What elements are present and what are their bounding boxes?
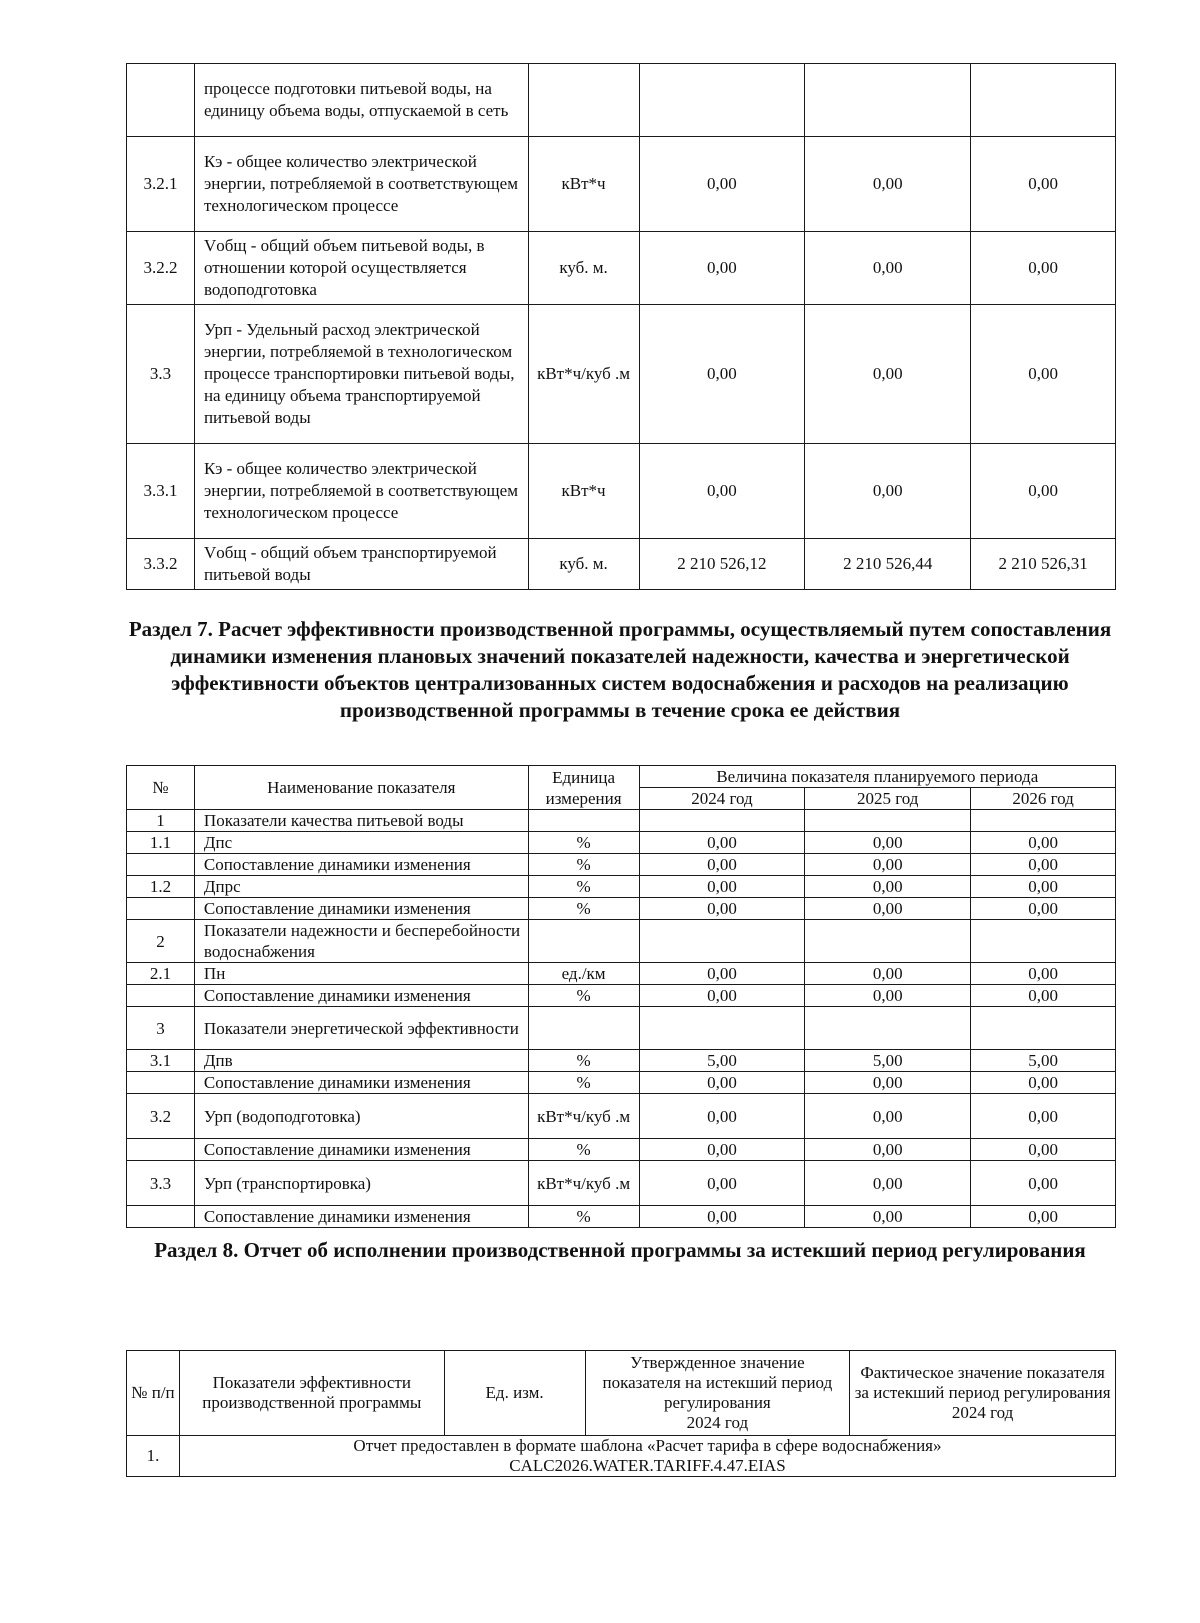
row-value-2026 — [971, 810, 1116, 832]
row-name: Сопоставление динамики изменения — [194, 898, 528, 920]
row-value-2025: 0,00 — [805, 444, 971, 539]
row-name: Показатели энергетической эффективности — [194, 1007, 528, 1050]
row-name: Сопоставление динамики изменения — [194, 985, 528, 1007]
row-value-2024: 0,00 — [639, 1206, 805, 1228]
table-row — [127, 1161, 1116, 1206]
row-unit: % — [528, 985, 639, 1007]
row-value-2026: 0,00 — [971, 854, 1116, 876]
table-row — [127, 854, 1116, 876]
row-value-2025: 0,00 — [805, 232, 971, 305]
row-num: 2.1 — [127, 963, 195, 985]
row-value-2026: 0,00 — [971, 137, 1116, 232]
row-value-2026: 0,00 — [971, 444, 1116, 539]
row-value-2024: 0,00 — [639, 305, 805, 444]
row-name: Дпв — [194, 1050, 528, 1072]
row-value-2025 — [805, 810, 971, 832]
row-value-2026: 0,00 — [971, 1139, 1116, 1161]
table-header-row — [127, 766, 1116, 788]
row-unit: % — [528, 1050, 639, 1072]
row-value-2025: 0,00 — [805, 876, 971, 898]
header-approved — [585, 1351, 850, 1436]
row-value-2024: 0,00 — [639, 898, 805, 920]
row-unit: куб. м. — [528, 539, 639, 590]
row-value-2024: 0,00 — [639, 985, 805, 1007]
row-value-2026: 0,00 — [971, 1072, 1116, 1094]
section-8-table — [126, 1350, 1116, 1477]
table-row — [127, 1007, 1116, 1050]
row-name: Показатели надежности и бесперебойности водоснабжения — [194, 920, 528, 963]
row-unit — [528, 1007, 639, 1050]
row-value-2024: 0,00 — [639, 444, 805, 539]
header-num: № п/п — [127, 1351, 180, 1436]
row-value-2025: 0,00 — [805, 963, 971, 985]
row-num: 3.2.1 — [127, 137, 195, 232]
row-name: Урп - Удельный расход электрической энергии, потребляемой в технологическом процессе транспортировки питьевой воды, на единицу объема транспортируемой питьевой воды — [194, 305, 528, 444]
section-8-heading: Раздел 8. Отчет об исполнении производственной программы за истекший период регулирования — [154, 1238, 1086, 1262]
table-row — [127, 64, 1116, 137]
row-unit: % — [528, 854, 639, 876]
row-num: 3.3.1 — [127, 444, 195, 539]
row-unit: % — [528, 898, 639, 920]
header-actual — [850, 1351, 1116, 1436]
row-name: Сопоставление динамики изменения — [194, 1206, 528, 1228]
row-value-2024 — [639, 1007, 805, 1050]
row-num: 1.2 — [127, 876, 195, 898]
table-row — [127, 832, 1116, 854]
header-unit: Ед. изм. — [444, 1351, 585, 1436]
row-num — [127, 1072, 195, 1094]
header-unit: Единица измерения — [528, 766, 639, 810]
row-value-2025: 0,00 — [805, 137, 971, 232]
header-year-2024: 2024 год — [639, 788, 805, 810]
table-row — [127, 1072, 1116, 1094]
row-value-2025: 0,00 — [805, 1161, 971, 1206]
row-unit: % — [528, 1139, 639, 1161]
row-name: Пн — [194, 963, 528, 985]
table-row — [127, 1436, 1116, 1477]
section-7-heading: Раздел 7. Расчет эффективности производственной программы, осуществляемый путем сопоставления динамики изменения плановых значений показателей надежности, качества и энергетической эффективности объектов централизованных систем водоснабжения и расходов на реализацию производственной программы в течение срока ее действия — [128, 617, 1112, 722]
header-approved-year: 2024 год — [686, 1413, 749, 1432]
row-num: 3.2.2 — [127, 232, 195, 305]
header-name: Наименование показателя — [194, 766, 528, 810]
row-value-2026 — [971, 64, 1116, 137]
row-value-2026: 0,00 — [971, 898, 1116, 920]
row-value-2025: 0,00 — [805, 1094, 971, 1139]
row-num — [127, 1139, 195, 1161]
row-num: 1.1 — [127, 832, 195, 854]
row-name: Урп (водоподготовка) — [194, 1094, 528, 1139]
row-value-2024: 0,00 — [639, 1072, 805, 1094]
row-num: 3.1 — [127, 1050, 195, 1072]
row-num: 2 — [127, 920, 195, 963]
header-num: № — [127, 766, 195, 810]
table-row — [127, 985, 1116, 1007]
row-value-2024: 0,00 — [639, 876, 805, 898]
header-actual-label: Фактическое значение показателя за истекший период регулирования — [854, 1363, 1111, 1402]
row-name: Дпс — [194, 832, 528, 854]
row-report-note — [179, 1436, 1115, 1477]
row-value-2024 — [639, 920, 805, 963]
row-value-2026 — [971, 920, 1116, 963]
row-value-2024: 0,00 — [639, 854, 805, 876]
row-num — [127, 985, 195, 1007]
row-unit: ед./км — [528, 963, 639, 985]
row-value-2026: 2 210 526,31 — [971, 539, 1116, 590]
row-value-2025 — [805, 64, 971, 137]
row-value-2024: 0,00 — [639, 232, 805, 305]
row-value-2025 — [805, 920, 971, 963]
table-row — [127, 305, 1116, 444]
table-row — [127, 963, 1116, 985]
row-value-2024: 0,00 — [639, 1161, 805, 1206]
row-unit: кВт*ч — [528, 137, 639, 232]
table-row — [127, 1139, 1116, 1161]
row-value-2026: 0,00 — [971, 1161, 1116, 1206]
row-value-2025 — [805, 1007, 971, 1050]
row-value-2024 — [639, 64, 805, 137]
row-value-2025: 0,00 — [805, 1139, 971, 1161]
row-value-2024: 0,00 — [639, 963, 805, 985]
row-name: Кэ - общее количество электрической энергии, потребляемой в соответствующем технологическом процессе — [194, 444, 528, 539]
row-value-2026: 0,00 — [971, 232, 1116, 305]
header-year-2026: 2026 год — [971, 788, 1116, 810]
header-name: Показатели эффективности производственной программы — [179, 1351, 444, 1436]
row-num — [127, 854, 195, 876]
row-value-2024: 0,00 — [639, 137, 805, 232]
row-value-2024: 0,00 — [639, 1094, 805, 1139]
row-value-2025: 5,00 — [805, 1050, 971, 1072]
table-row — [127, 1050, 1116, 1072]
row-value-2024: 0,00 — [639, 1139, 805, 1161]
row-num: 3.3.2 — [127, 539, 195, 590]
table-row — [127, 1206, 1116, 1228]
table-row — [127, 898, 1116, 920]
section-7-table — [126, 765, 1116, 1228]
row-value-2025: 0,00 — [805, 1072, 971, 1094]
row-value-2026: 0,00 — [971, 305, 1116, 444]
row-num: 3.3 — [127, 1161, 195, 1206]
row-num: 1 — [127, 810, 195, 832]
row-value-2026: 5,00 — [971, 1050, 1116, 1072]
row-value-2025: 0,00 — [805, 832, 971, 854]
report-template-code: CALC2026.WATER.TARIFF.4.47.EIAS — [509, 1456, 786, 1475]
row-num — [127, 1206, 195, 1228]
table-row — [127, 232, 1116, 305]
row-unit — [528, 920, 639, 963]
table-row — [127, 539, 1116, 590]
row-num: 3.2 — [127, 1094, 195, 1139]
row-unit: кВт*ч/куб .м — [528, 1161, 639, 1206]
row-num: 3 — [127, 1007, 195, 1050]
header-year-2025: 2025 год — [805, 788, 971, 810]
row-value-2026 — [971, 1007, 1116, 1050]
row-unit: % — [528, 1206, 639, 1228]
row-value-2025: 2 210 526,44 — [805, 539, 971, 590]
row-name: Vобщ - общий объем транспортируемой питьевой воды — [194, 539, 528, 590]
table-row — [127, 876, 1116, 898]
table-row — [127, 920, 1116, 963]
row-name: Vобщ - общий объем питьевой воды, в отношении которой осуществляется водоподготовка — [194, 232, 528, 305]
row-value-2026: 0,00 — [971, 876, 1116, 898]
row-unit: % — [528, 1072, 639, 1094]
row-value-2026: 0,00 — [971, 985, 1116, 1007]
row-num — [127, 64, 195, 137]
row-unit — [528, 810, 639, 832]
table-row — [127, 810, 1116, 832]
indicators-table-continued — [126, 63, 1116, 590]
table-row — [127, 1094, 1116, 1139]
row-num: 3.3 — [127, 305, 195, 444]
row-unit: куб. м. — [528, 232, 639, 305]
row-value-2026: 0,00 — [971, 1206, 1116, 1228]
row-unit: % — [528, 876, 639, 898]
header-period: Величина показателя планируемого периода — [639, 766, 1115, 788]
row-value-2024 — [639, 810, 805, 832]
row-value-2025: 0,00 — [805, 1206, 971, 1228]
row-name: Сопоставление динамики изменения — [194, 854, 528, 876]
row-value-2026: 0,00 — [971, 832, 1116, 854]
row-num: 1. — [127, 1436, 180, 1477]
row-value-2025: 0,00 — [805, 898, 971, 920]
row-unit — [528, 64, 639, 137]
row-unit: кВт*ч/куб .м — [528, 1094, 639, 1139]
table-header-row — [127, 1351, 1116, 1436]
row-unit: кВт*ч/куб .м — [528, 305, 639, 444]
row-value-2025: 0,00 — [805, 305, 971, 444]
row-value-2024: 2 210 526,12 — [639, 539, 805, 590]
header-approved-label: Утвержденное значение показателя на истекший период регулирования — [602, 1353, 833, 1412]
table-row — [127, 444, 1116, 539]
header-actual-year: 2024 год — [951, 1403, 1014, 1422]
row-value-2026: 0,00 — [971, 963, 1116, 985]
row-value-2024: 5,00 — [639, 1050, 805, 1072]
row-name: Сопоставление динамики изменения — [194, 1072, 528, 1094]
report-note-text: Отчет предоставлен в формате шаблона «Расчет тарифа в сфере водоснабжения» — [353, 1436, 942, 1455]
row-unit: % — [528, 832, 639, 854]
row-name: Урп (транспортировка) — [194, 1161, 528, 1206]
row-num — [127, 898, 195, 920]
row-value-2025: 0,00 — [805, 985, 971, 1007]
row-value-2025: 0,00 — [805, 854, 971, 876]
row-value-2026: 0,00 — [971, 1094, 1116, 1139]
row-name: Дпрс — [194, 876, 528, 898]
row-name: Сопоставление динамики изменения — [194, 1139, 528, 1161]
row-name: Показатели качества питьевой воды — [194, 810, 528, 832]
row-unit: кВт*ч — [528, 444, 639, 539]
row-value-2024: 0,00 — [639, 832, 805, 854]
row-name: Кэ - общее количество электрической энергии, потребляемой в соответствующем технологическом процессе — [194, 137, 528, 232]
table-row — [127, 137, 1116, 232]
row-name: процессе подготовки питьевой воды, на единицу объема воды, отпускаемой в сеть — [194, 64, 528, 137]
